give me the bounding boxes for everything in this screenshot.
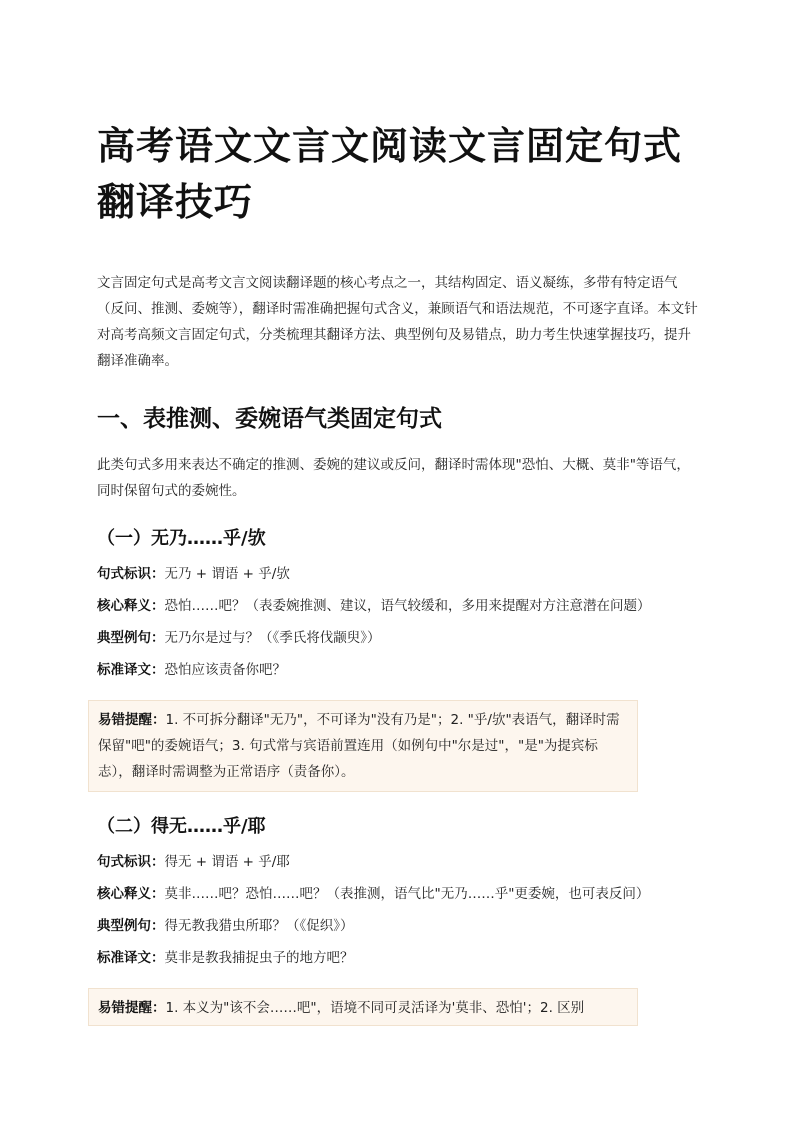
pattern-label: 句式标识： [97,566,165,582]
meaning-row [97,884,701,904]
document-title: 高考语文文言文阅读文言固定句式翻译技巧 [97,124,683,224]
meaning-value: 恐怕……吧？（表委婉推测、建议，语气较缓和，多用来提醒对方注意潜在问题） [164,598,651,614]
meaning-label: 核心释义： [97,598,165,614]
note-text: 1. 不可拆分翻译"无乃"，不可译为"没有乃是"；2. "乎/欤"表语气，翻译时需保留"吧"的委婉语气；3. 句式常与宾语前置连用（如例句中"尔是过"，"是"为提宾标志），翻译时需调整为正常语序（责备你）。 [98,712,620,780]
example-label: 典型例句： [97,630,165,646]
document-page [97,118,701,1026]
subsection-heading: （一）无乃……乎/欤 [97,528,266,549]
example-value: 得无教我猎虫所耶？（《促织》） [164,918,354,934]
translation-row [97,660,701,680]
translation-row [97,948,701,968]
meaning-label: 核心释义： [97,886,165,902]
translation-label: 标准译文： [97,950,165,966]
translation-label: 标准译文： [97,662,165,678]
section-heading: 一、表推测、委婉语气类固定句式 [97,406,442,432]
note-label: 易错提醒： [98,712,166,728]
intro-paragraph: 文言固定句式是高考文言文阅读翻译题的核心考点之一，其结构固定、语义凝练，多带有特定语气（反问、推测、委婉等），翻译时需准确把握句式含义，兼顾语气和语法规范，不可逐字直译。本文针对高考高频文言固定句式，分类梳理其翻译方法、典型例句及易错点，助力考生快速掌握技巧，提升翻译准确率。 [97,275,698,369]
translation-value: 恐怕应该责备你吧？ [164,662,286,678]
pattern-value: 无乃 + 谓语 + 乎/欤 [164,566,290,582]
pattern-row [97,564,701,584]
note-text: 1. 本义为"该不会……吧"，语境不同可灵活译为'莫非、恐怕'；2. 区别 [165,1000,585,1016]
warning-note [88,988,638,1026]
example-row [97,916,701,936]
note-label: 易错提醒： [98,1000,166,1016]
pattern-label: 句式标识： [97,854,165,870]
example-value: 无乃尔是过与？（《季氏将伐颛臾》） [164,630,381,646]
pattern-value: 得无 + 谓语 + 乎/耶 [164,854,290,870]
warning-note [88,700,638,792]
section-intro-paragraph: 此类句式多用来表达不确定的推测、委婉的建议或反问，翻译时需体现"恐怕、大概、莫非"等语气，同时保留句式的委婉性。 [97,457,690,499]
translation-value: 莫非是教我捕捉虫子的地方吧？ [164,950,354,966]
subsection-heading: （二）得无……乎/耶 [97,816,266,837]
meaning-value: 莫非……吧？恐怕……吧？（表推测，语气比"无乃……乎"更委婉，也可表反问） [164,886,650,902]
example-label: 典型例句： [97,918,165,934]
meaning-row [97,596,701,616]
example-row [97,628,701,648]
pattern-row [97,852,701,872]
